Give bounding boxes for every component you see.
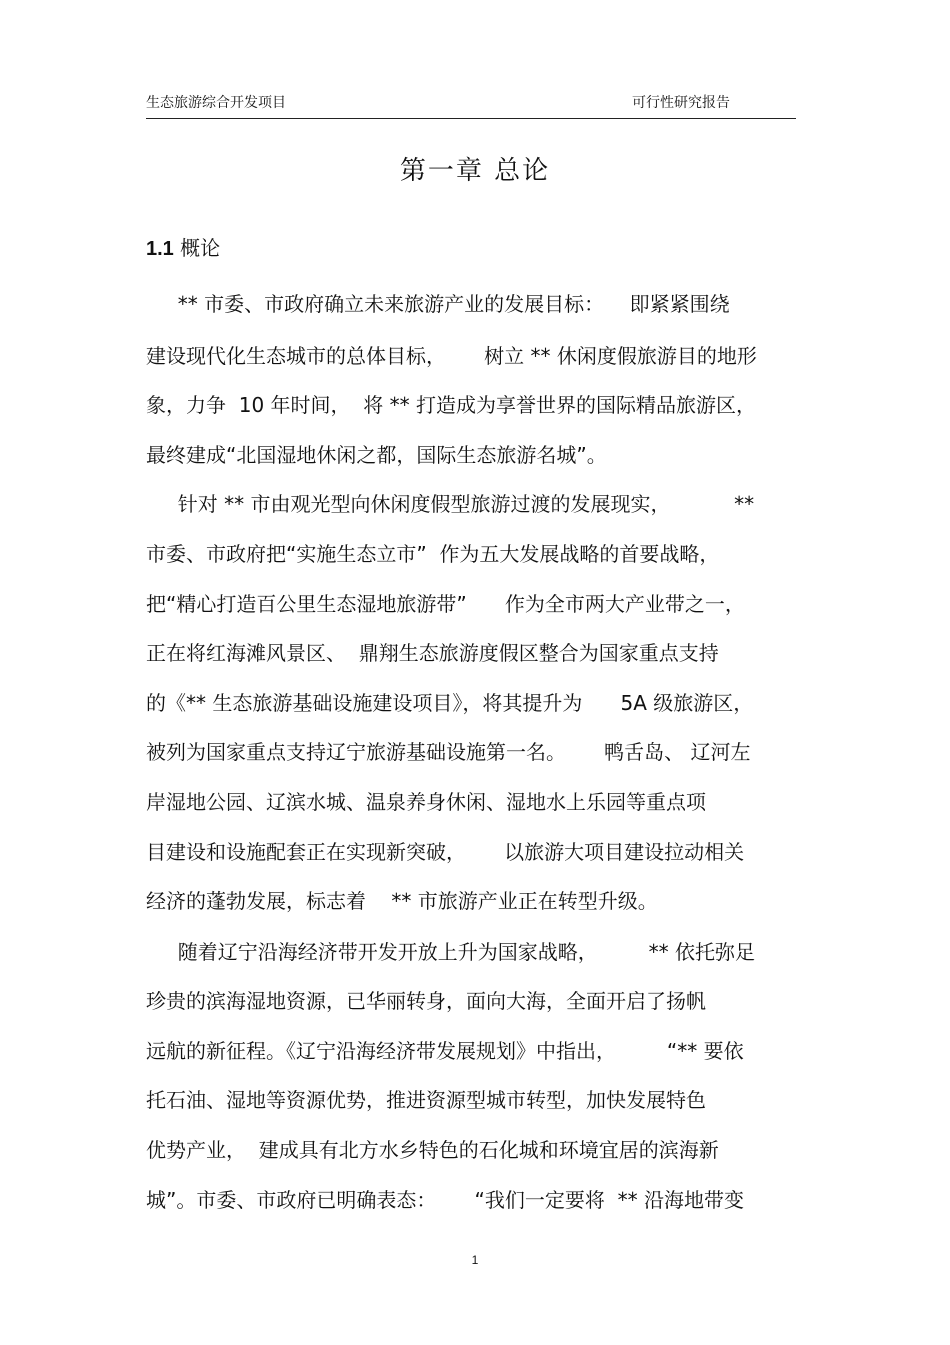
- body-line: 托石油、湿地等资源优势，推进资源型城市转型，加快发展特色: [146, 1088, 706, 1112]
- chapter-title: 第一章 总论: [399, 156, 551, 186]
- section-title: 概论: [180, 236, 221, 260]
- body-line: 随着辽宁沿海经济带开发开放上升为国家战略， ** 依托弥足: [146, 940, 756, 964]
- body-line: 的《** 生态旅游基础设施建设项目》，将其提升为 5A 级旅游区，: [146, 691, 754, 715]
- body-line: 珍贵的滨海湿地资源，已华丽转身，面向大海，全面开启了扬帆: [146, 989, 706, 1013]
- body-line: 建设现代化生态城市的总体目标， 树立 ** 休闲度假旅游目的地形: [146, 344, 757, 368]
- body-line: 针对 ** 市由观光型向休闲度假型旅游过渡的发展现实， **: [146, 492, 755, 516]
- body-line: 优势产业， 建成具有北方水乡特色的石化城和环境宜居的滨海新: [146, 1138, 719, 1162]
- body-line: 最终建成“北国湿地休闲之都，国际生态旅游名城”。: [146, 443, 607, 467]
- header-report-type: 可行性研究报告: [632, 95, 730, 111]
- body-line: 城”。市委、市政府已明确表态： “我们一定要将 ** 沿海地带变: [146, 1188, 744, 1212]
- body-line: 经济的蓬勃发展，标志着 ** 市旅游产业正在转型升级。: [146, 889, 658, 913]
- header-project-title: 生态旅游综合开发项目: [146, 95, 286, 111]
- section-number: 1.1: [146, 238, 174, 260]
- body-line: ** 市委、市政府确立未来旅游产业的发展目标： 即紧紧围绕: [146, 292, 730, 316]
- body-line: 象，力争 10 年时间， 将 ** 打造成为享誉世界的国际精品旅游区，: [146, 393, 756, 417]
- section-heading: [146, 232, 220, 261]
- body-line: 把“精心打造百公里生态湿地旅游带” 作为全市两大产业带之一，: [146, 592, 745, 616]
- page-number: 1: [471, 1253, 479, 1267]
- body-line: 远航的新征程。《辽宁沿海经济带发展规划》中指出， “** 要依: [146, 1039, 744, 1063]
- body-line: 目建设和设施配套正在实现新突破， 以旅游大项目建设拉动相关: [146, 840, 745, 864]
- body-line: 正在将红海滩风景区、 鼎翔生态旅游度假区整合为国家重点支持: [146, 641, 719, 665]
- body-line: 市委、市政府把“实施生态立市” 作为五大发展战略的首要战略，: [146, 542, 720, 566]
- body-line: 被列为国家重点支持辽宁旅游基础设施第一名。 鸭舌岛、 辽河左: [146, 740, 751, 764]
- page-header: [146, 92, 796, 119]
- body-line: 岸湿地公园、辽滨水城、温泉养身休闲、湿地水上乐园等重点项: [146, 790, 706, 814]
